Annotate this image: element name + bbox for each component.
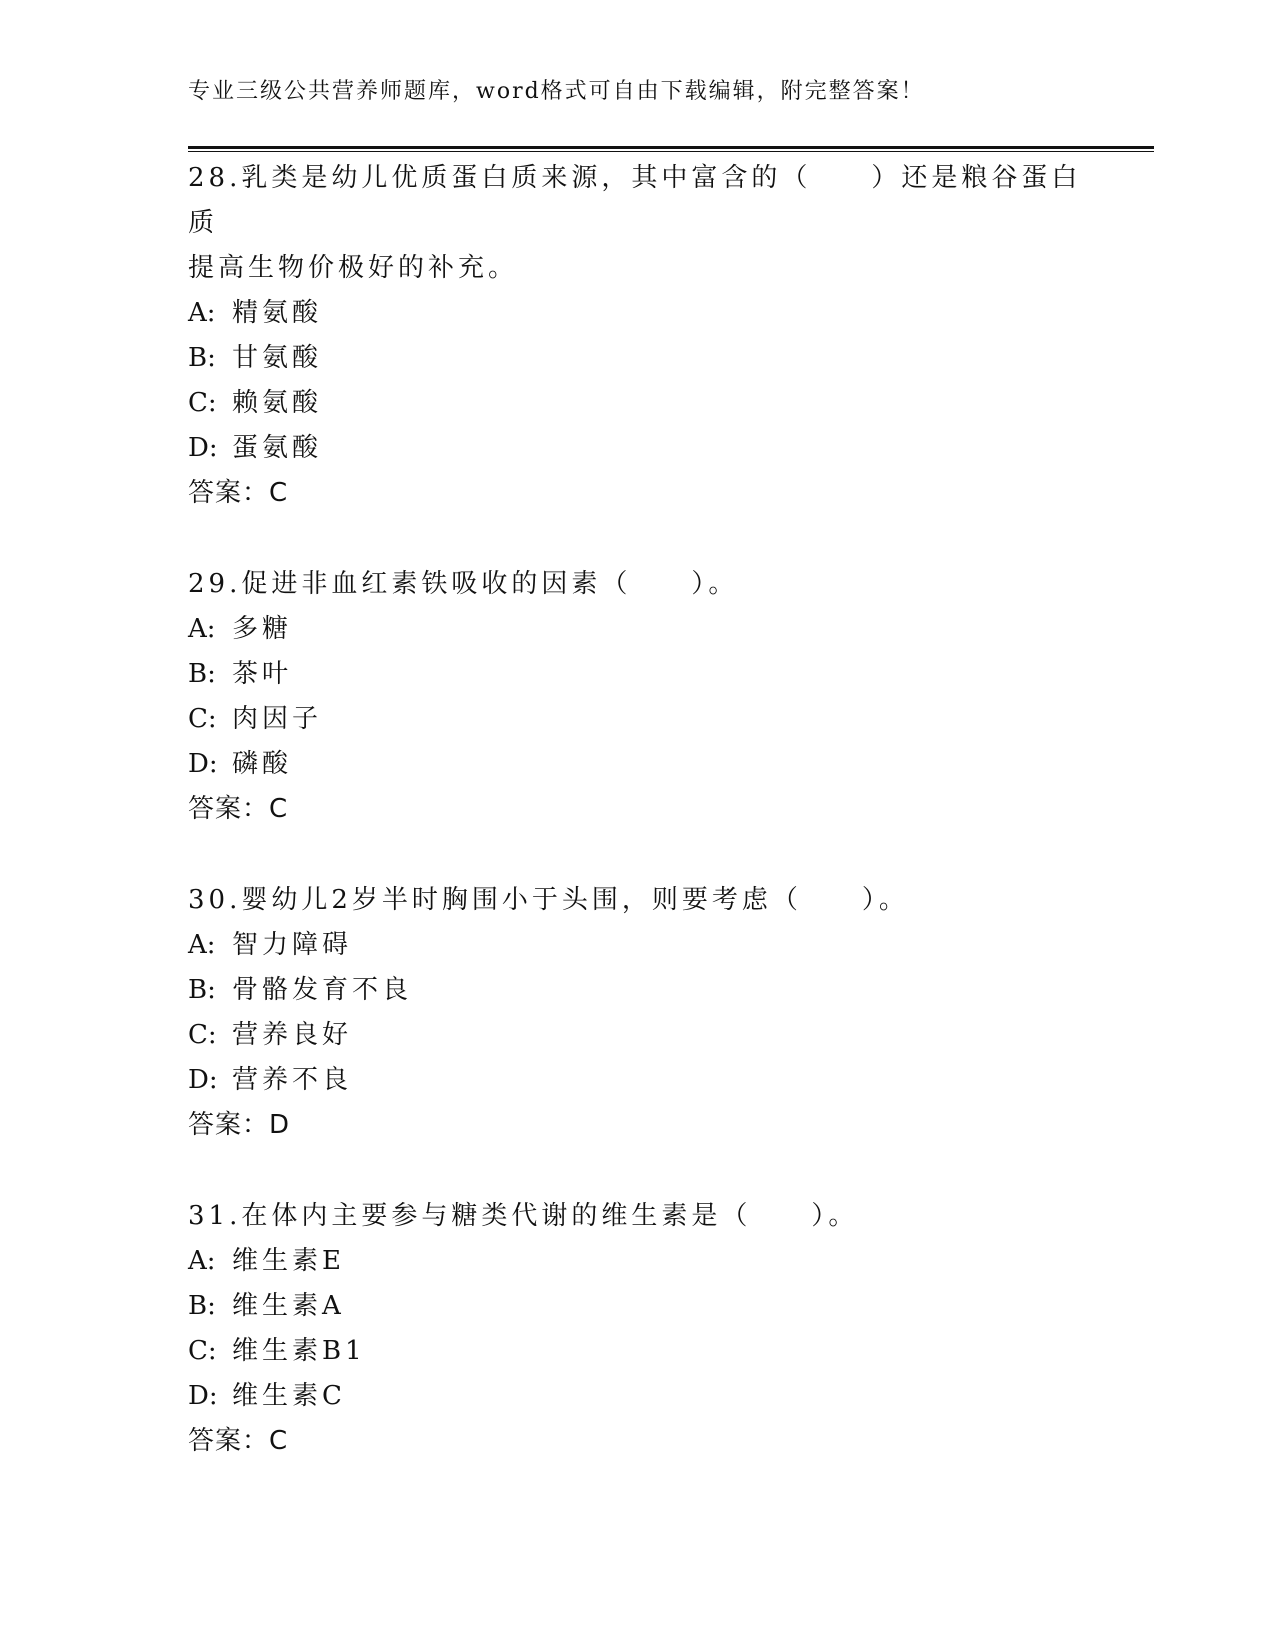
option-key: B: [188, 343, 216, 373]
option-text: 智力障碍 [232, 930, 353, 960]
option-text: 骨骼发育不良 [232, 975, 413, 1005]
option-c [188, 1329, 1088, 1374]
option-text: 精氨酸 [232, 298, 323, 328]
option-text: 茶叶 [232, 659, 293, 689]
option-d [188, 742, 1088, 787]
option-key: A: [188, 930, 216, 960]
question-31 [188, 1194, 1088, 1464]
option-text: 赖氨酸 [232, 388, 323, 418]
option-text: 肉因子 [232, 704, 323, 734]
option-d [188, 426, 1088, 471]
option-c [188, 1013, 1088, 1058]
option-b [188, 652, 1088, 697]
question-stem [188, 1194, 1088, 1239]
answer-line: 答案：D [188, 1110, 291, 1140]
option-text: 维生素E [232, 1246, 345, 1276]
option-key: A: [188, 614, 216, 644]
option-key: B: [188, 975, 216, 1005]
option-text: 多糖 [232, 614, 293, 644]
option-c [188, 697, 1088, 742]
answer-line: 答案：C [188, 1426, 289, 1456]
option-c [188, 381, 1088, 426]
option-text: 甘氨酸 [232, 343, 323, 373]
option-key: D: [188, 1381, 218, 1411]
option-text: 营养良好 [232, 1020, 353, 1050]
option-key: A: [188, 298, 216, 328]
option-key: D: [188, 749, 218, 779]
option-key: D: [188, 1065, 218, 1095]
option-text: 维生素B1 [232, 1336, 366, 1366]
option-text: 磷酸 [232, 749, 293, 779]
option-key: C: [188, 388, 217, 418]
question-stem [188, 156, 1088, 291]
option-key: B: [188, 1291, 216, 1321]
option-b [188, 336, 1088, 381]
question-stem [188, 878, 1088, 923]
question-stem-line: 提高生物价极好的补充。 [188, 253, 519, 283]
option-key: C: [188, 704, 217, 734]
option-text: 蛋氨酸 [232, 433, 323, 463]
option-d [188, 1374, 1088, 1419]
header-divider [188, 146, 1154, 152]
option-b [188, 1284, 1088, 1329]
option-key: D: [188, 433, 218, 463]
option-key: C: [188, 1020, 217, 1050]
option-key: B: [188, 659, 216, 689]
option-a [188, 607, 1088, 652]
question-stem-line: 29.促进非血红素铁吸收的因素（ ）。 [188, 569, 739, 599]
question-29 [188, 562, 1088, 832]
option-text: 维生素C [232, 1381, 346, 1411]
option-key: A: [188, 1246, 216, 1276]
option-key: C: [188, 1336, 217, 1366]
question-stem-line: 30.婴幼儿2岁半时胸围小于头围，则要考虑（ ）。 [188, 885, 909, 915]
answer-line: 答案：C [188, 794, 289, 824]
option-a [188, 923, 1088, 968]
question-stem [188, 562, 1088, 607]
option-a [188, 1239, 1088, 1284]
option-a [188, 291, 1088, 336]
question-28 [188, 156, 1088, 516]
option-text: 维生素A [232, 1291, 345, 1321]
question-30 [188, 878, 1088, 1148]
question-stem-line: 31.在体内主要参与糖类代谢的维生素是（ ）。 [188, 1201, 859, 1231]
question-list [188, 156, 1088, 1510]
answer-line: 答案：C [188, 478, 289, 508]
option-text: 营养不良 [232, 1065, 353, 1095]
question-stem-line: 28.乳类是幼儿优质蛋白质来源，其中富含的（ ）还是粮谷蛋白质 [188, 163, 1082, 238]
page-header: 专业三级公共营养师题库，word格式可自由下载编辑，附完整答案！ [188, 79, 925, 104]
option-d [188, 1058, 1088, 1103]
option-b [188, 968, 1088, 1013]
